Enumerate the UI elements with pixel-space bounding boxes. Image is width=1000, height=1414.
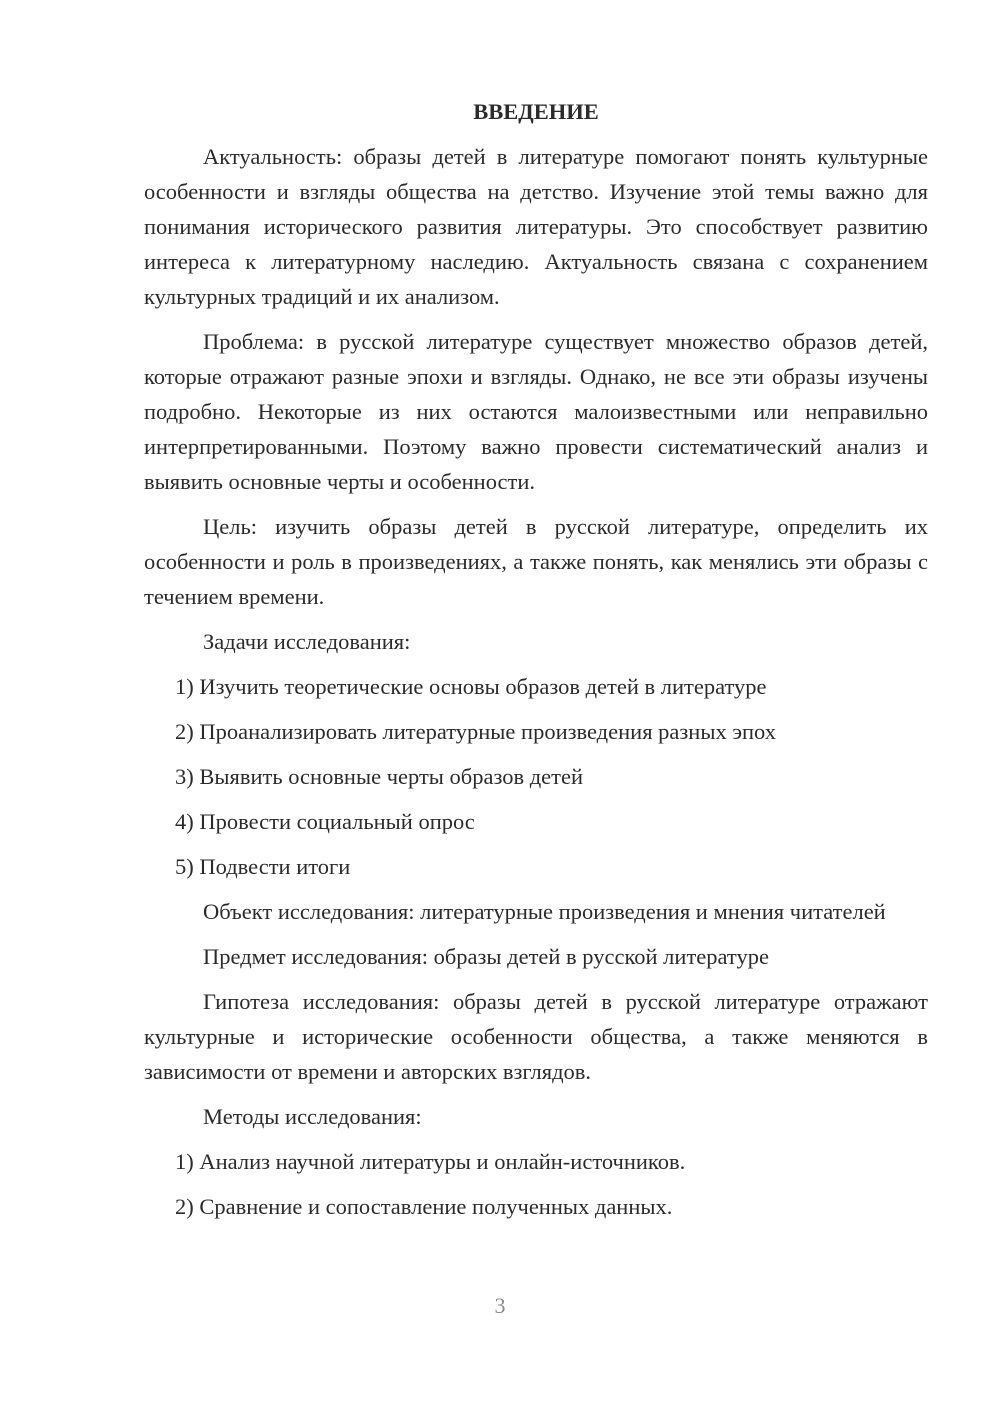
tasks-list-item: 3) Выявить основные черты образов детей [175, 764, 584, 789]
methods-list-item: 2) Сравнение и сопоставление полученных данных. [175, 1194, 673, 1219]
relevance-paragraph: Актуальность: образы детей в литературе помогают понять культурные особенности и взгляды общества на детство. Изучение этой темы важно для понимания исторического развития литературы. Это способствует развитию интереса к литературному наследию. Актуальность связана с сохранением культурных традиций и их анализом. [144, 144, 928, 309]
section-heading: ВВЕДЕНИЕ [473, 99, 599, 124]
tasks-list-item: 1) Изучить теоретические основы образов детей в литературе [175, 674, 767, 699]
page-number: 3 [494, 1293, 506, 1318]
goal-paragraph: Цель: изучить образы детей в русской литературе, определить их особенности и роль в произведениях, а также понять, как менялись эти образы с течением времени. [144, 514, 928, 609]
document-body [144, 94, 928, 1234]
tasks-list-item: 2) Проанализировать литературные произведения разных эпох [175, 719, 776, 744]
subject-paragraph: Предмет исследования: образы детей в русской литературе [203, 944, 769, 969]
object-paragraph: Объект исследования: литературные произведения и мнения читателей [203, 899, 886, 924]
tasks-list-item: 4) Провести социальный опрос [175, 809, 475, 834]
methods-label: Методы исследования: [203, 1104, 422, 1129]
tasks-list-item: 5) Подвести итоги [175, 854, 351, 879]
tasks-label: Задачи исследования: [203, 629, 411, 654]
problem-paragraph: Проблема: в русской литературе существует множество образов детей, которые отражают разные эпохи и взгляды. Однако, не все эти образы изучены подробно. Некоторые из них остаются малоизвестными или неправильно интерпретированными. Поэтому важно провести систематический анализ и выявить основные черты и особенности. [144, 329, 928, 494]
methods-list-item: 1) Анализ научной литературы и онлайн-источников. [175, 1149, 686, 1174]
hypothesis-paragraph: Гипотеза исследования: образы детей в русской литературе отражают культурные и исторические особенности общества, а также меняются в зависимости от времени и авторских взглядов. [144, 989, 928, 1084]
